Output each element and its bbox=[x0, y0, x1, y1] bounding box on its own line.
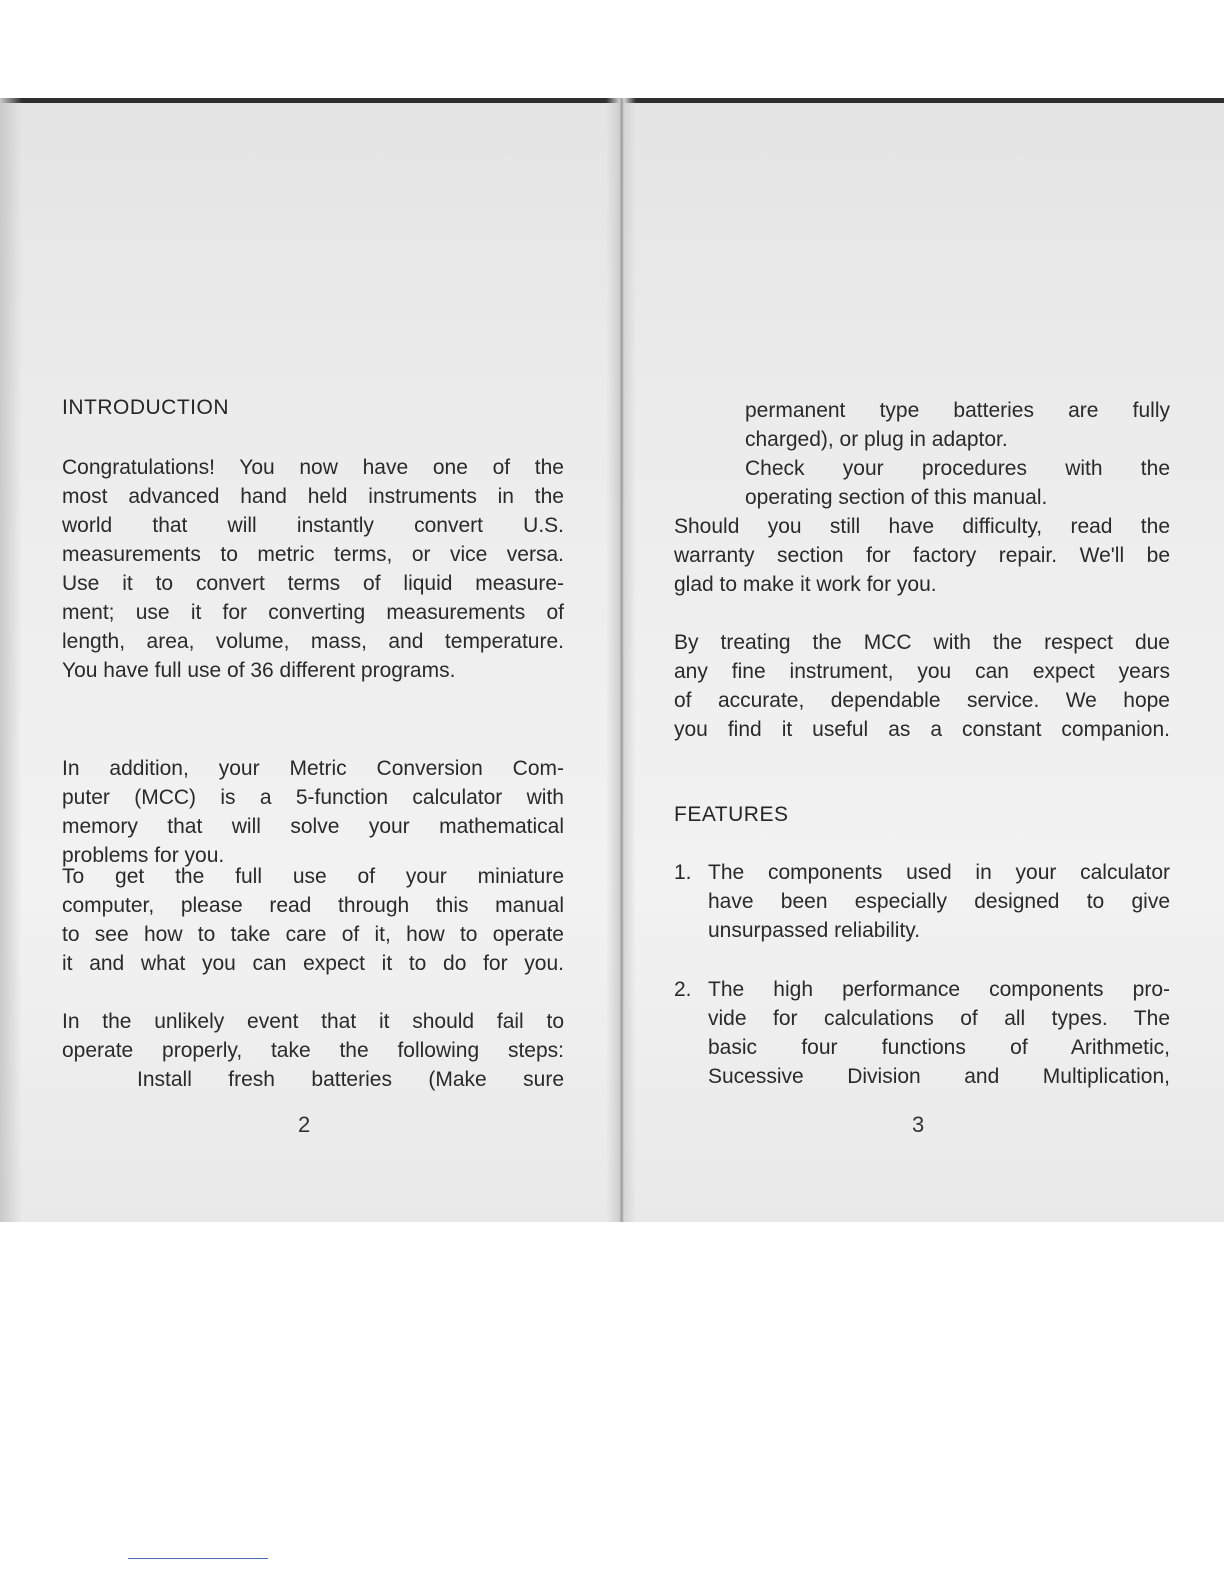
booklet-spread bbox=[0, 98, 1224, 1222]
intro-paragraph-1 bbox=[62, 453, 564, 685]
scan-left-shadow bbox=[0, 98, 22, 1222]
difficulty-paragraph bbox=[674, 512, 1170, 599]
text-line: memory that will solve your mathematical bbox=[62, 815, 564, 838]
features-heading: FEATURES bbox=[674, 803, 789, 826]
text-line: problems for you. bbox=[62, 844, 225, 867]
text-line: warranty section for factory repair. We'll be bbox=[674, 544, 1170, 567]
text-line: Use it to convert terms of liquid measure- bbox=[62, 572, 564, 595]
text-line: world that will instantly convert U.S. bbox=[62, 514, 564, 537]
feature-text bbox=[708, 858, 1170, 945]
text-line: In the unlikely event that it should fail to bbox=[62, 1010, 564, 1033]
text-line: most advanced hand held instruments in the bbox=[62, 485, 564, 508]
page-number-right: 3 bbox=[912, 1112, 925, 1137]
text-line: unsurpassed reliability. bbox=[708, 919, 921, 942]
text-line: length, area, volume, mass, and temperature. bbox=[62, 630, 564, 653]
text-line: vide for calculations of all types. The bbox=[708, 1007, 1170, 1030]
text-line: operate properly, take the following steps: bbox=[62, 1039, 564, 1062]
text-line: computer, please read through this manual bbox=[62, 894, 564, 917]
text-line: charged), or plug in adaptor. bbox=[745, 428, 1008, 451]
text-line: any fine instrument, you can expect years bbox=[674, 660, 1170, 683]
text-line: By treating the MCC with the respect due bbox=[674, 631, 1170, 654]
right-page bbox=[674, 98, 1170, 1222]
text-line: operating section of this manual. bbox=[745, 486, 1048, 509]
intro-paragraph-2 bbox=[62, 754, 564, 870]
text-line: To get the full use of your miniature bbox=[62, 865, 564, 888]
text-line: to see how to take care of it, how to operate bbox=[62, 923, 564, 946]
text-line: of accurate, dependable service. We hope bbox=[674, 689, 1170, 712]
introduction-heading: INTRODUCTION bbox=[62, 396, 229, 419]
list-number: 2. bbox=[674, 978, 692, 1001]
text-line: Check your procedures with the bbox=[745, 457, 1170, 480]
text-line: Congratulations! You now have one of the bbox=[62, 456, 564, 479]
text-line: You have full use of 36 different programs. bbox=[62, 659, 456, 682]
text-line: you find it useful as a constant companion. bbox=[674, 718, 1170, 741]
text-line: it and what you can expect it to do for you. bbox=[62, 952, 564, 975]
text-line: puter (MCC) is a 5-function calculator with bbox=[62, 786, 564, 809]
feature-text bbox=[708, 975, 1170, 1091]
text-line: glad to make it work for you. bbox=[674, 573, 937, 596]
text-line: measurements to metric terms, or vice versa. bbox=[62, 543, 564, 566]
text-line: In addition, your Metric Conversion Com- bbox=[62, 757, 564, 780]
text-line: have been especially designed to give bbox=[708, 890, 1170, 913]
text-line: permanent type batteries are fully bbox=[745, 399, 1170, 422]
intro-paragraph-3 bbox=[62, 862, 564, 978]
bottom-rule bbox=[128, 1558, 268, 1559]
text-line: Sucessive Division and Multiplication, bbox=[708, 1065, 1170, 1088]
intro-paragraph-4 bbox=[62, 1007, 564, 1094]
text-line: ment; use it for converting measurements of bbox=[62, 601, 564, 624]
list-number: 1. bbox=[674, 861, 692, 884]
feature-item-2 bbox=[674, 975, 1170, 1091]
page-gutter bbox=[606, 98, 636, 1222]
left-page bbox=[62, 98, 564, 1222]
text-line: Should you still have difficulty, read the bbox=[674, 515, 1170, 538]
care-paragraph bbox=[674, 628, 1170, 744]
text-line: Install fresh batteries (Make sure bbox=[137, 1068, 564, 1091]
feature-item-1 bbox=[674, 858, 1170, 945]
text-line: The high performance components pro- bbox=[708, 978, 1170, 1001]
text-line: basic four functions of Arithmetic, bbox=[708, 1036, 1170, 1059]
page-number-left: 2 bbox=[298, 1112, 311, 1137]
text-line: The components used in your calculator bbox=[708, 861, 1170, 884]
continued-steps bbox=[674, 396, 1170, 512]
